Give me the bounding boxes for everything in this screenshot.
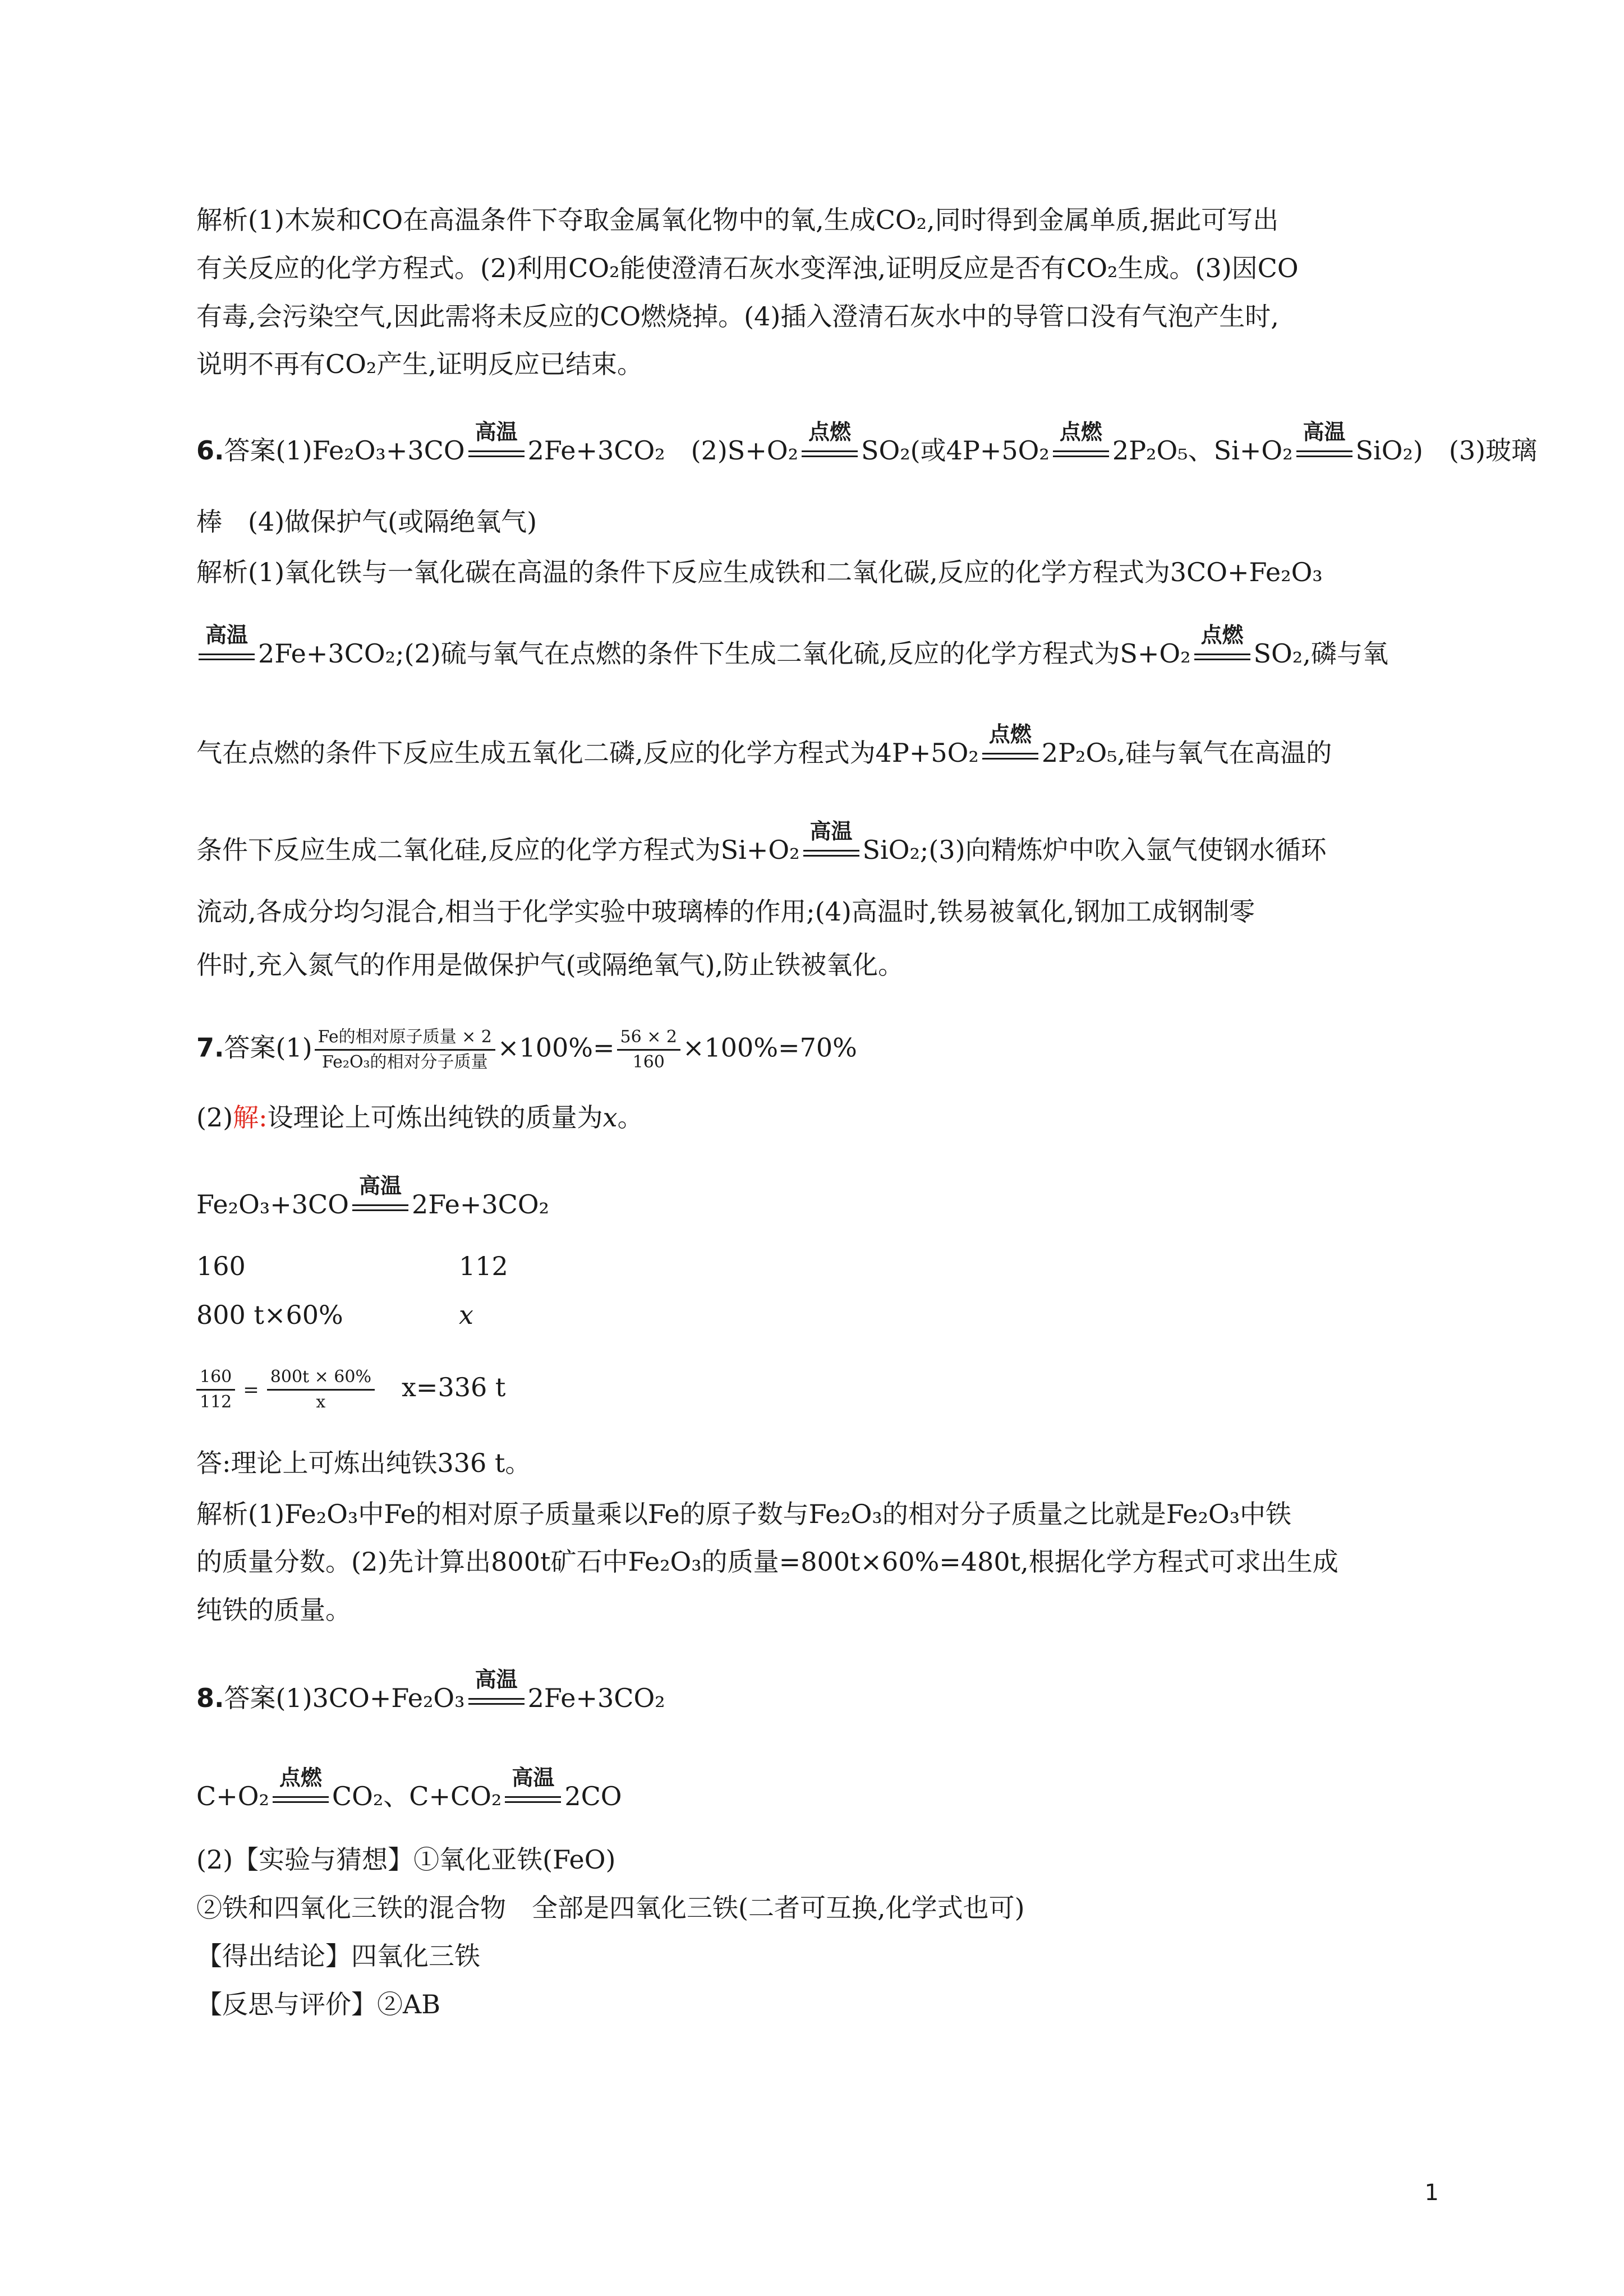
equation-text: SO₂(或4P+5O₂: [861, 435, 1050, 466]
q8-answer-line-2: [196, 1765, 622, 1814]
equation-text: 2Fe+3CO₂: [527, 1683, 665, 1713]
reaction-condition: [1294, 420, 1355, 468]
reaction-condition: [1051, 420, 1111, 468]
q6-answer-line-1: [196, 420, 1538, 468]
mass-fraction-values: $\frac{56 \times 2}{160}$: [617, 1027, 680, 1073]
q5-analysis-line-4: 说明不再有CO₂产生,证明反应已结束。: [196, 349, 643, 379]
reaction-condition: [350, 1174, 411, 1222]
answer-text: (1): [275, 1032, 312, 1063]
equation-text: Fe₂O₃+3CO: [196, 1189, 349, 1220]
equation-text: (1)3CO+Fe₂O₃: [275, 1683, 465, 1713]
analysis-text: SO₂,磷与氧: [1253, 638, 1388, 669]
page-number: 1: [1424, 2180, 1439, 2206]
q7-ratio-row-2-right: x: [459, 1300, 473, 1330]
q7-analysis-line-2: 的质量分数。(2)先计算出800t矿石中Fe₂O₃的质量=800t×60%=480t,根据化学方程式可求出生成: [196, 1547, 1338, 1577]
condition-label: 高温: [205, 623, 248, 647]
q6-analysis-line-3: [196, 722, 1332, 771]
question-number: 6.: [196, 435, 224, 466]
q7-proportion: $\frac{160}{112}$ = $\frac{800t \times 60\%}{x}$ x=336 t: [196, 1362, 505, 1415]
equation-text: 2Fe+3CO₂: [411, 1189, 549, 1220]
q6-analysis-line-2: [196, 623, 1388, 671]
reaction-condition: [801, 819, 862, 868]
q7-analysis-line-1: 解析(1)Fe₂O₃中Fe的相对原子质量乘以Fe的原子数与Fe₂O₃的相对分子质量之比就是Fe₂O₃中铁: [196, 1499, 1292, 1529]
proportion-result: x=336 t: [401, 1372, 506, 1402]
equation-text: CO₂、C+CO₂: [332, 1781, 502, 1811]
answer-text: ×100%=: [497, 1032, 615, 1063]
q5-analysis-line-1: 解析(1)木炭和CO在高温条件下夺取金属氧化物中的氧,生成CO₂,同时得到金属单质,据此可写出: [196, 205, 1279, 235]
condition-label: 点燃: [1200, 623, 1244, 647]
condition-label: 高温: [475, 420, 518, 444]
analysis-text: 条件下反应生成二氧化硅,反应的化学方程式为Si+O₂: [196, 835, 800, 865]
analysis-text: SiO₂;(3)向精炼炉中吹入氩气使钢水循环: [862, 835, 1327, 865]
condition-label: 高温: [512, 1765, 555, 1790]
equation-text: (2)S+O₂: [691, 435, 799, 466]
q5-analysis-line-3: 有毒,会污染空气,因此需将未反应的CO燃烧掉。(4)插入澄清石灰水中的导管口没有气泡产生时,: [196, 301, 1279, 332]
reaction-condition: [466, 420, 527, 468]
q7-solution-intro: (2)解:设理论上可炼出纯铁的质量为x。: [196, 1102, 643, 1133]
condition-label: 点燃: [1059, 420, 1102, 444]
proportion-right: $\frac{800t \times 60\%}{x}$: [267, 1366, 375, 1413]
q6-answer-line-2: 棒 (4)做保护气(或隔绝氧气): [196, 507, 537, 537]
solution-label: 解:: [233, 1102, 268, 1133]
q7-ratio-row-1-right: 112: [459, 1251, 508, 1281]
equation-text: 2P₂O₅、Si+O₂: [1112, 435, 1293, 466]
q6-analysis-line-6: 件时,充入氮气的作用是做保护气(或隔绝氧气),防止铁被氧化。: [196, 950, 904, 980]
reaction-condition: [1192, 623, 1253, 671]
question-number: 8.: [196, 1683, 224, 1713]
q8-answer-line-6: 【反思与评价】②AB: [196, 1989, 441, 2019]
condition-label: 高温: [1303, 420, 1346, 444]
reaction-condition: [980, 722, 1041, 771]
equation-text: (1)Fe₂O₃+3CO: [275, 435, 465, 466]
answer-label: 答案: [224, 435, 276, 466]
analysis-text: 2P₂O₅,硅与氧气在高温的: [1041, 738, 1332, 768]
condition-label: 点燃: [279, 1765, 322, 1790]
q7-ratio-row-2: 800 t×60%: [196, 1300, 343, 1330]
q7-answer-line-1: [196, 1027, 857, 1073]
reaction-condition: [799, 420, 860, 468]
reaction-condition: [196, 623, 257, 671]
q7-ratio-row-1: 160: [196, 1251, 246, 1281]
condition-label: 高温: [809, 819, 853, 844]
reaction-condition: [503, 1765, 563, 1814]
condition-label: 高温: [475, 1667, 518, 1692]
answer-text: ×100%=70%: [682, 1032, 857, 1063]
condition-label: 点燃: [808, 420, 852, 444]
q8-answer-line-3: (2)【实验与猜想】①氧化亚铁(FeO): [196, 1844, 616, 1875]
mass-fraction-formula: $\frac{\text{Fe的相对原子质量 × 2}}{\text{Fe₂O₃的相对分子质量}}$: [315, 1027, 495, 1073]
analysis-text: 2Fe+3CO₂;(2)硫与氧气在点燃的条件下生成二氧化硫,反应的化学方程式为S+O₂: [258, 638, 1191, 669]
analysis-text: 气在点燃的条件下反应生成五氧化二磷,反应的化学方程式为4P+5O₂: [196, 738, 979, 768]
equation-text: C+O₂: [196, 1781, 269, 1811]
equation-text: 2Fe+3CO₂: [527, 435, 665, 466]
answer-label: 答案: [224, 1683, 276, 1713]
equation-text: SiO₂): [1355, 435, 1423, 466]
q8-answer-line-4: ②铁和四氧化三铁的混合物 全部是四氧化三铁(二者可互换,化学式也可): [196, 1893, 1025, 1923]
q7-analysis-line-3: 纯铁的质量。: [196, 1595, 351, 1625]
reaction-condition: [466, 1667, 527, 1716]
q8-answer-line-5: 【得出结论】四氧化三铁: [196, 1941, 480, 1971]
proportion-left: $\frac{160}{112}$: [196, 1366, 235, 1413]
q6-analysis-line-4: [196, 819, 1327, 868]
condition-label: 高温: [358, 1174, 402, 1198]
equation-text: (3)玻璃: [1448, 435, 1538, 466]
q7-conclusion: 答:理论上可炼出纯铁336 t。: [196, 1448, 531, 1478]
condition-label: 点燃: [988, 722, 1032, 747]
q8-answer-line-1: [196, 1667, 665, 1716]
question-number: 7.: [196, 1032, 224, 1063]
equation-text: 2CO: [564, 1781, 622, 1811]
q5-analysis-line-2: 有关反应的化学方程式。(2)利用CO₂能使澄清石灰水变浑浊,证明反应是否有CO₂生成。(3)因CO: [196, 253, 1299, 283]
q6-analysis-line-1: 解析(1)氧化铁与一氧化碳在高温的条件下反应生成铁和二氧化碳,反应的化学方程式为3CO+Fe₂O₃: [196, 557, 1323, 587]
answer-label: 答案: [224, 1032, 276, 1063]
q7-equation: [196, 1174, 549, 1222]
reaction-condition: [270, 1765, 331, 1814]
q6-analysis-line-5: 流动,各成分均匀混合,相当于化学实验中玻璃棒的作用;(4)高温时,铁易被氧化,钢加工成钢制零: [196, 896, 1255, 927]
